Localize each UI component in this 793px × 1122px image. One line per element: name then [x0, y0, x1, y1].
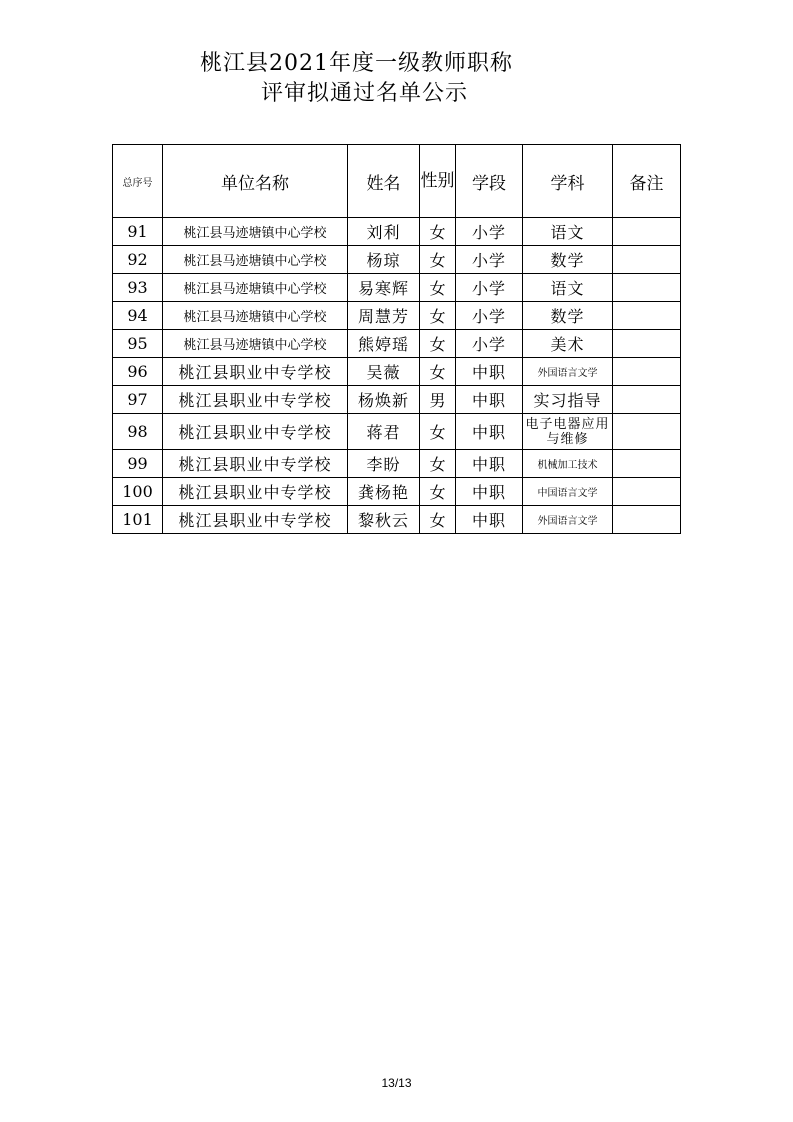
cell-stage: 中职 [456, 478, 523, 506]
cell-unit: 桃江县马迹塘镇中心学校 [163, 330, 348, 358]
cell-subject: 电子电器应用与维修 [523, 414, 613, 450]
roster-table [112, 144, 681, 534]
table-row [113, 330, 681, 358]
cell-stage: 小学 [456, 302, 523, 330]
cell-unit: 桃江县职业中专学校 [163, 358, 348, 386]
table-row [113, 218, 681, 246]
cell-seq: 97 [113, 386, 163, 414]
cell-name: 吴薇 [348, 358, 420, 386]
cell-subject: 数学 [523, 302, 613, 330]
header-stage: 学段 [456, 145, 523, 218]
cell-gender: 女 [420, 330, 456, 358]
cell-name: 杨焕新 [348, 386, 420, 414]
cell-subject: 实习指导 [523, 386, 613, 414]
cell-subject: 外国语言文学 [523, 506, 613, 534]
header-unit: 单位名称 [163, 145, 348, 218]
cell-stage: 小学 [456, 330, 523, 358]
table-row [113, 246, 681, 274]
cell-gender: 女 [420, 414, 456, 450]
cell-note [613, 218, 681, 246]
header-subject: 学科 [523, 145, 613, 218]
cell-name: 龚杨艳 [348, 478, 420, 506]
cell-unit: 桃江县马迹塘镇中心学校 [163, 246, 348, 274]
cell-seq: 99 [113, 450, 163, 478]
cell-gender: 女 [420, 450, 456, 478]
cell-gender: 男 [420, 386, 456, 414]
header-row [113, 145, 681, 218]
cell-gender: 女 [420, 478, 456, 506]
cell-gender: 女 [420, 246, 456, 274]
page-number: 13/13 [381, 1076, 412, 1090]
header-name: 姓名 [348, 145, 420, 218]
cell-stage: 中职 [456, 450, 523, 478]
cell-subject: 数学 [523, 246, 613, 274]
cell-name: 熊婷瑶 [348, 330, 420, 358]
cell-seq: 95 [113, 330, 163, 358]
cell-subject: 语文 [523, 274, 613, 302]
cell-unit: 桃江县职业中专学校 [163, 506, 348, 534]
cell-unit: 桃江县职业中专学校 [163, 414, 348, 450]
cell-gender: 女 [420, 302, 456, 330]
cell-note [613, 414, 681, 450]
cell-note [613, 358, 681, 386]
cell-note [613, 506, 681, 534]
table-row [113, 274, 681, 302]
cell-note [613, 478, 681, 506]
cell-name: 黎秋云 [348, 506, 420, 534]
cell-seq: 92 [113, 246, 163, 274]
table-row [113, 302, 681, 330]
cell-stage: 小学 [456, 218, 523, 246]
cell-gender: 女 [420, 506, 456, 534]
cell-seq: 94 [113, 302, 163, 330]
cell-stage: 小学 [456, 246, 523, 274]
cell-unit: 桃江县职业中专学校 [163, 386, 348, 414]
cell-unit: 桃江县职业中专学校 [163, 478, 348, 506]
cell-seq: 96 [113, 358, 163, 386]
cell-gender: 女 [420, 358, 456, 386]
cell-stage: 中职 [456, 386, 523, 414]
table-row [113, 358, 681, 386]
cell-unit: 桃江县马迹塘镇中心学校 [163, 274, 348, 302]
cell-unit: 桃江县马迹塘镇中心学校 [163, 218, 348, 246]
cell-unit: 桃江县职业中专学校 [163, 450, 348, 478]
cell-subject: 美术 [523, 330, 613, 358]
cell-unit: 桃江县马迹塘镇中心学校 [163, 302, 348, 330]
cell-name: 周慧芳 [348, 302, 420, 330]
cell-stage: 中职 [456, 506, 523, 534]
cell-seq: 93 [113, 274, 163, 302]
cell-name: 刘利 [348, 218, 420, 246]
table-row [113, 414, 681, 450]
cell-subject: 机械加工技术 [523, 450, 613, 478]
cell-gender: 女 [420, 218, 456, 246]
cell-seq: 98 [113, 414, 163, 450]
cell-note [613, 274, 681, 302]
cell-note [613, 330, 681, 358]
cell-stage: 小学 [456, 274, 523, 302]
header-note: 备注 [613, 145, 681, 218]
header-seq: 总序号 [113, 145, 163, 218]
document-title: 桃江县2021年度一级教师职称 [200, 51, 513, 76]
cell-subject: 中国语言文学 [523, 478, 613, 506]
cell-name: 李盼 [348, 450, 420, 478]
header-gender: 性别 [420, 145, 456, 218]
cell-note [613, 450, 681, 478]
cell-stage: 中职 [456, 414, 523, 450]
cell-seq: 100 [113, 478, 163, 506]
cell-name: 杨琼 [348, 246, 420, 274]
cell-subject: 语文 [523, 218, 613, 246]
document-subtitle: 评审拟通过名单公示 [260, 81, 468, 106]
cell-seq: 101 [113, 506, 163, 534]
cell-seq: 91 [113, 218, 163, 246]
cell-note [613, 302, 681, 330]
cell-subject: 外国语言文学 [523, 358, 613, 386]
table-row [113, 478, 681, 506]
table-row [113, 386, 681, 414]
cell-gender: 女 [420, 274, 456, 302]
table-row [113, 506, 681, 534]
cell-name: 易寒辉 [348, 274, 420, 302]
table-row [113, 450, 681, 478]
cell-note [613, 246, 681, 274]
cell-note [613, 386, 681, 414]
cell-name: 蒋君 [348, 414, 420, 450]
cell-stage: 中职 [456, 358, 523, 386]
